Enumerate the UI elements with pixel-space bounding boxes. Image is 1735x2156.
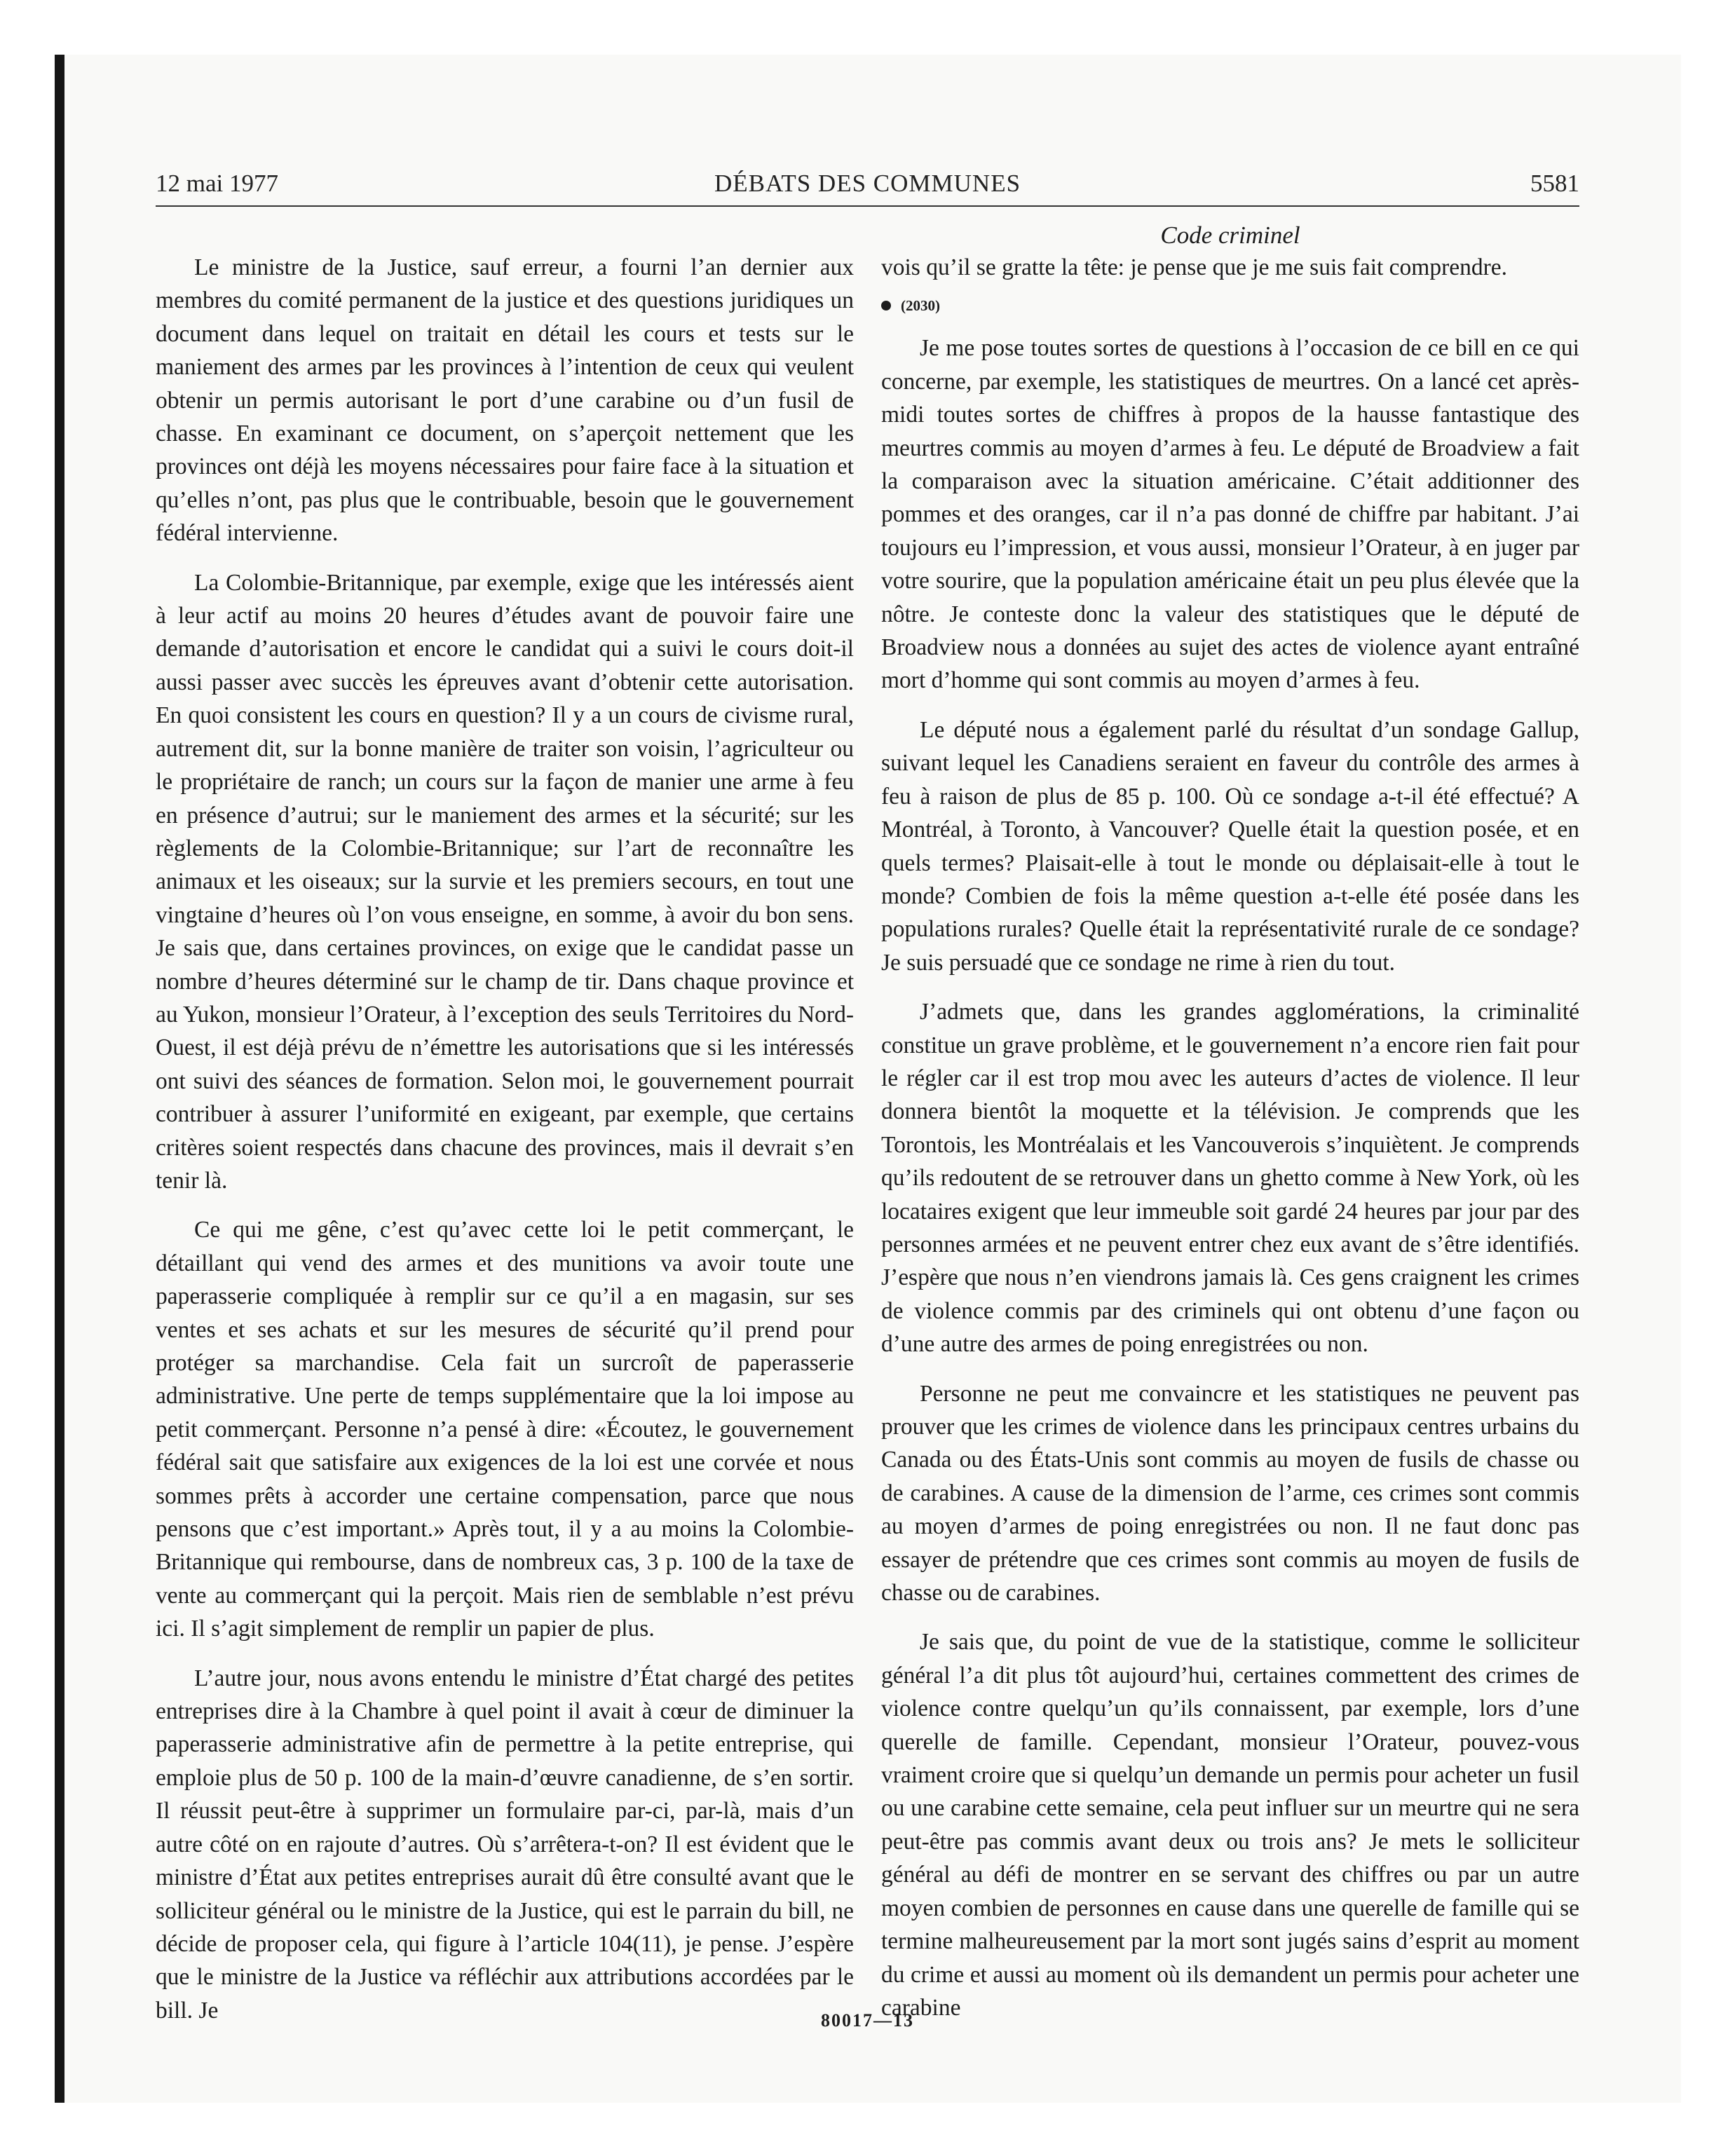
paragraph: Le ministre de la Justice, sauf erreur, a fourni l’an dernier aux membres du comité permanent de la justice et des questions juridiques un document dans lequel on traitait en détail les cours et tests sur le maniement des armes par les provinces à l’intention de ceux qui veulent obtenir un permis autorisant le port d’une carabine ou d’un fusil de chasse. En examinant ce document, on s’aperçoit nettement que les provinces ont déjà les moyens nécessaires pour faire face à la situation et qu’elles n’ont, pas plus que le contribuable, besoin que le gouvernement fédéral intervienne. <box>156 254 854 547</box>
bullet-dot-icon <box>881 301 891 311</box>
time-marker <box>881 295 1579 316</box>
paragraph: J’admets que, dans les grandes agglomérations, la criminalité constitue un grave problème, et le gouvernement n’a encore rien fait pour le régler car il est trop mou avec les auteurs d’actes de violence. Il leur donnera bientôt la moquette et la télévision. Je comprends que les Torontois, les Montréalais et les Vancouverois s’inquiètent. Je comprends qu’ils redoutent de se retrouver dans un ghetto comme à New York, où les locataires exigent que leur immeuble soit gardé 24 heures par jour par des personnes armées et ne peuvent entrer chez eux avant de s’être identifiés. J’espère que nous n’en viendrons jamais là. Ces gens craignent les crimes de violence commis par des criminels qui ont obtenu d’une façon ou d’une autre des armes de poing enregistrées ou non. <box>881 999 1579 1358</box>
header-date: 12 mai 1977 <box>156 170 278 197</box>
time-marker-text: (2030) <box>901 297 940 315</box>
right-column <box>881 251 1579 2024</box>
paragraph: Je sais que, du point de vue de la statistique, comme le solliciteur général l’a dit plus tôt aujourd’hui, certaines commettent des crimes de violence contre quelqu’un qu’ils connaissent, par exemple, lors d’une querelle de famille. Cependant, monsieur l’Orateur, pouvez-vous vraiment croire que si quelqu’un demande un permis pour acheter un fusil ou une carabine cette semaine, cela peut influer sur un meurtre qui ne sera peut-être pas commis avant deux ou trois ans? Je mets le solliciteur général au défi de montrer en se servant des chiffres ou par un autre moyen combien de personnes en cause dans une querelle de famille qui se termine malheureusement par la mort sont jugés sains d’esprit au moment du crime et aussi au moment où ils demandent un permis pour acheter une carabine <box>881 1629 1579 2021</box>
scan-edge-bar <box>55 55 64 2103</box>
paragraph: L’autre jour, nous avons entendu le ministre d’État chargé des petites entreprises dire à la Chambre à quel point il avait à cœur de diminuer la paperasserie administrative afin de permettre à la petite entreprise, qui emploie plus de 50 p. 100 de la main-d’œuvre canadienne, de s’en sortir. Il réussit peut-être à supprimer un formulaire par-ci, par-là, mais d’un autre côté on en rajoute d’autres. Où s’arrêtera-t-on? Il est évident que le ministre d’État aux petites entreprises aurait dû être consulté avant que le solliciteur général ou le ministre de la Justice, qui est le parrain du bill, ne décide de proposer cela, qui figure à l’article 104(11), je pense. J’espère que le ministre de la Justice va réfléchir aux attributions accordées par le bill. Je <box>156 1665 854 2024</box>
paragraph: La Colombie-Britannique, par exemple, exige que les intéressés aient à leur actif au moins 20 heures d’études avant de pouvoir faire une demande d’autorisation et encore le candidat qui a suivi le cours doit-il aussi passer avec succès les épreuves avant d’obtenir cette autorisation. En quoi consistent les cours en question? Il y a un cours de civisme rural, autrement dit, sur la bonne manière de traiter son voisin, l’agriculteur ou le propriétaire de ranch; un cours sur la façon de manier une arme à feu en présence d’autrui; sur le maniement des armes et la sécurité; sur les règlements de la Colombie-Britannique; sur l’art de reconnaître les animaux et les oiseaux; sur la survie et les premiers secours, en tout une vingtaine d’heures où l’on vous enseigne, en somme, à avoir du bon sens. Je sais que, dans certaines provinces, on exige que le candidat passe un nombre d’heures déterminé sur le champ de tir. Dans chaque province et au Yukon, monsieur l’Orateur, à l’exception des seuls Territoires du Nord-Ouest, il est déjà prévu de n’émettre les autorisations que si les intéressés ont suivi des séances de formation. Selon moi, le gouvernement pourrait contribuer à assurer l’uniformité en exigeant, par exemple, que certains critères soient respectés dans chacune des provinces, mais il devrait s’en tenir là. <box>156 569 854 1194</box>
paragraph: Personne ne peut me convaincre et les statistiques ne peuvent pas prouver que les crimes de violence dans les principaux centres urbains du Canada ou des États-Unis sont commis au moyen de fusils de chasse ou de carabines. A cause de la dimension de l’arme, ces crimes sont commis au moyen d’armes de poing enregistrées ou non. Il ne faut donc pas essayer de prétendre que ces crimes sont commis au moyen de fusils de chasse ou de carabines. <box>881 1380 1579 1606</box>
section-title: Code criminel <box>1160 221 1300 249</box>
header-rule <box>156 205 1579 207</box>
footer-code: 80017—13 <box>821 2010 914 2031</box>
header-title: DÉBATS DES COMMUNES <box>714 170 1021 197</box>
paragraph: Je me pose toutes sortes de questions à l’occasion de ce bill en ce qui concerne, par exemple, les statistiques de meurtres. On a lancé cet après-midi toutes sortes de chiffres à propos de la hausse fantastique des meurtres commis au moyen d’armes à feu. Le député de Broadview a fait la comparaison avec la situation américaine. C’était additionner des pommes et des oranges, car il n’a pas donné de chiffre par habitant. J’ai toujours eu l’impression, et vous aussi, monsieur l’Orateur, à en juger par votre sourire, que la population américaine était un peu plus élevée que la nôtre. Je conteste donc la valeur des statistiques que le député de Broadview nous a données au sujet des actes de violence ayant entraîné mort d’homme qui sont commis au moyen d’armes à feu. <box>881 335 1579 694</box>
paragraph: Le député nous a également parlé du résultat d’un sondage Gallup, suivant lequel les Canadiens seraient en faveur du contrôle des armes à feu à raison de plus de 85 p. 100. Où ce sondage a-t-il été effectué? A Montréal, à Toronto, à Vancouver? Quelle était la question posée, et en quels termes? Plaisait-elle à tout le monde ou déplaisait-elle à tout le monde? Combien de fois la même question a-t-elle été posée dans les populations rurales? Quelle était la représentativité rurale de ce sondage? Je suis persuadé que ce sondage ne rime à rien du tout. <box>881 716 1579 976</box>
paragraph: Ce qui me gêne, c’est qu’avec cette loi le petit commerçant, le détaillant qui vend des armes et des munitions va avoir toute une paperasserie compliquée à remplir sur ce qu’il a en magasin, sur ses ventes et ses achats et sur les mesures de sécurité qu’il prend pour protéger sa marchandise. Cela fait un surcroît de paperasserie administrative. Une perte de temps supplémentaire que la loi impose au petit commerçant. Personne n’a pensé à dire: «Écoutez, le gouvernement fédéral sait que satisfaire aux exigences de la loi est une corvée et nous sommes prêts à accorder une certaine compensation, parce que nous pensons que c’est important.» Après tout, il y a au moins la Colombie-Britannique qui rembourse, dans de nombreux cas, 3 p. 100 de la taxe de vente au commerçant qui la perçoit. Mais rien de semblable n’est prévu ici. Il s’agit simplement de remplir un papier de plus. <box>156 1217 854 1642</box>
header-page-number: 5581 <box>1530 170 1579 197</box>
left-column <box>156 251 854 2027</box>
continuation-paragraph: vois qu’il se gratte la tête: je pense que je me suis fait comprendre. <box>881 254 1508 280</box>
